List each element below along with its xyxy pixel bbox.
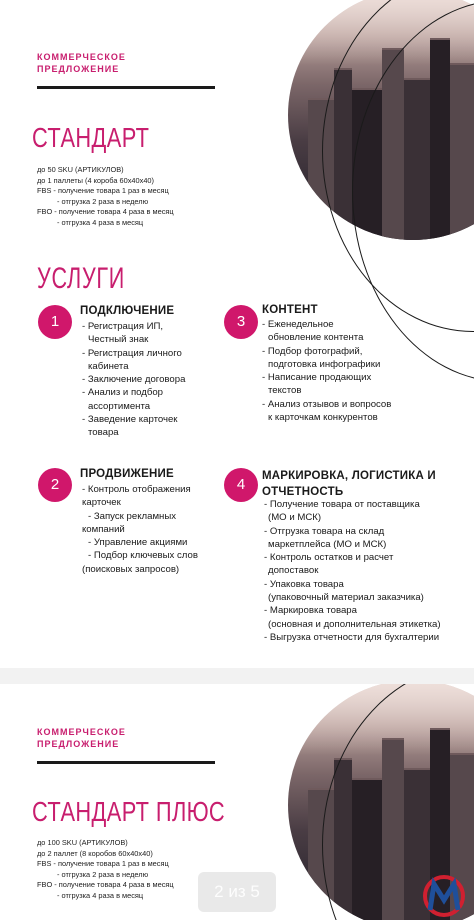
service-item: карточек bbox=[82, 497, 121, 509]
brand-logo-icon bbox=[420, 874, 468, 918]
plan-title: СТАНДАРТ bbox=[32, 122, 150, 153]
service-item: допоставок bbox=[268, 565, 319, 577]
offer-label-line1: КОММЕРЧЕСКОЕ bbox=[37, 727, 126, 737]
offer-label-line2: ПРЕДЛОЖЕНИЕ bbox=[37, 739, 120, 749]
service-item: - Регистрация ИП, bbox=[82, 321, 164, 332]
spec-line: FBO - получение товара 4 раза в месяц bbox=[37, 207, 174, 217]
service-item: Честный знак bbox=[88, 334, 149, 346]
spec-line: до 2 паллет (8 коробов 60x40x40) bbox=[37, 848, 153, 858]
offer-label-line1: КОММЕРЧЕСКОЕ bbox=[37, 52, 126, 62]
service-item: - Подбор ключевых слов bbox=[88, 550, 198, 562]
spec-line: FBO - получение товара 4 раза в месяц bbox=[37, 880, 174, 890]
service-items bbox=[82, 483, 198, 576]
service-item: (основная и дополнительная этикетка) bbox=[268, 618, 441, 630]
service-item: товара bbox=[88, 427, 119, 439]
service-items bbox=[264, 498, 441, 644]
plan-title: СТАНДАРТ ПЛЮС bbox=[32, 796, 226, 827]
service-item: - Запуск рекламных bbox=[88, 510, 177, 522]
service-number-badge: 2 bbox=[38, 468, 72, 502]
service-items bbox=[82, 320, 185, 440]
service-item: - Подбор фотографий, bbox=[262, 345, 363, 357]
service-item: (поисковых запросов) bbox=[82, 563, 180, 575]
service-item: - Отгрузка товара на склад bbox=[264, 525, 385, 537]
service-title: ПОДКЛЮЧЕНИЕ bbox=[80, 305, 175, 317]
service-title-line: ОТЧЕТНОСТЬ bbox=[262, 486, 344, 498]
service-number-badge: 3 bbox=[224, 305, 258, 339]
plan-specs bbox=[37, 838, 174, 902]
spec-line: - отгрузка 4 раза в месяц bbox=[57, 217, 144, 227]
service-items bbox=[262, 318, 391, 424]
service-item: кабинета bbox=[88, 360, 129, 372]
service-item: маркетплейса (МО и МСК) bbox=[268, 538, 387, 550]
service-item: - Маркировка товара bbox=[264, 605, 357, 617]
service-item: (МО и МСК) bbox=[268, 512, 322, 524]
spec-line: - отгрузка 4 раза в месяц bbox=[57, 890, 144, 900]
service-item: - Написание продающих bbox=[262, 372, 372, 384]
spec-line: до 1 паллеты (4 короба 60x40x40) bbox=[37, 175, 155, 185]
divider bbox=[37, 761, 215, 764]
service-item: обновление контента bbox=[268, 332, 364, 344]
service-item: - Заключение договора bbox=[82, 374, 186, 386]
service-title: КОНТЕНТ bbox=[262, 304, 318, 316]
service-item: к карточкам конкурентов bbox=[268, 412, 378, 424]
plan-specs bbox=[37, 165, 174, 229]
service-item: ассортимента bbox=[88, 400, 151, 412]
service-item: - Контроль остатков и расчет bbox=[264, 552, 394, 564]
spec-line: до 100 SKU (АРТИКУЛОВ) bbox=[37, 838, 128, 847]
spec-line: FBS - получение товара 1 раз в месяц bbox=[37, 859, 169, 869]
service-item: подготовка инфографики bbox=[268, 358, 381, 370]
service-item: - Анализ отзывов и вопросов bbox=[262, 398, 392, 410]
divider bbox=[37, 86, 215, 89]
service-item: - Получение товара от поставщика bbox=[264, 499, 420, 510]
service-item: - Контроль отображения bbox=[82, 484, 191, 495]
service-item: - Еженедельное bbox=[262, 319, 334, 330]
offer-label bbox=[37, 726, 197, 750]
service-item: - Выгрузка отчетности для бухгалтерии bbox=[264, 631, 440, 643]
service-number-badge: 1 bbox=[38, 305, 72, 339]
service-item: - Регистрация личного bbox=[82, 347, 182, 359]
spec-line: - отгрузка 2 раза в неделю bbox=[57, 869, 149, 879]
spec-line: до 50 SKU (АРТИКУЛОВ) bbox=[37, 165, 124, 174]
service-item: текстов bbox=[268, 385, 302, 397]
service-item: (упаковочный материал заказчика) bbox=[268, 592, 424, 604]
service-title-line: МАРКИРОВКА, ЛОГИСТИКА И bbox=[262, 470, 436, 482]
service-item: - Анализ и подбор bbox=[82, 387, 164, 399]
spec-line: FBS - получение товара 1 раз в месяц bbox=[37, 186, 169, 196]
offer-label-line2: ПРЕДЛОЖЕНИЕ bbox=[37, 64, 120, 74]
services-title: УСЛУГИ bbox=[37, 262, 126, 295]
service-title: ПРОДВИЖЕНИЕ bbox=[80, 468, 174, 480]
spec-line: - отгрузка 2 раза в неделю bbox=[57, 196, 149, 206]
service-item: компаний bbox=[82, 523, 125, 535]
service-title bbox=[262, 468, 436, 500]
service-item: - Управление акциями bbox=[88, 537, 188, 549]
page-indicator: 2 из 5 bbox=[198, 872, 276, 912]
offer-label bbox=[37, 51, 197, 75]
service-item: - Упаковка товара bbox=[264, 578, 344, 590]
service-item: - Заведение карточек bbox=[82, 414, 178, 426]
service-number-badge: 4 bbox=[224, 468, 258, 502]
